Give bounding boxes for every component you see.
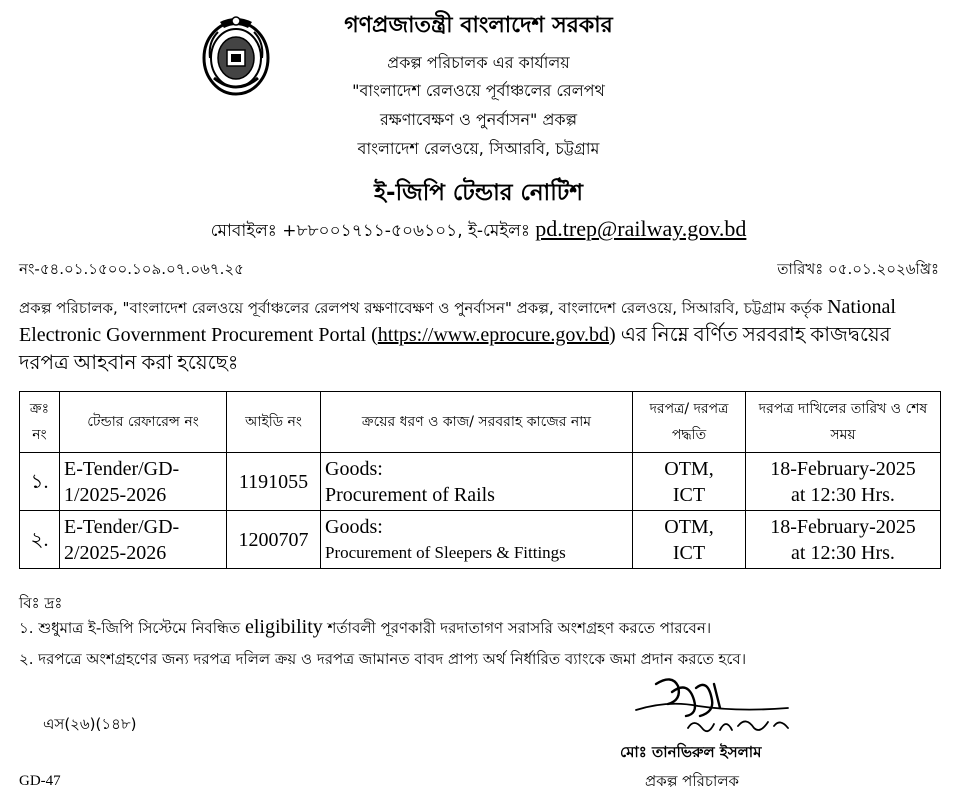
table-row — [20, 511, 941, 569]
col-header-deadline: দরপত্র দাখিলের তারিখ ও শেষ সময় — [746, 392, 941, 453]
signatory-name: মোঃ তানভিরুল ইসলাম — [620, 743, 762, 761]
note1-text-a: ১. শুধুমাত্র ই-জিপি সিস্টেমে নিবন্ধিত — [19, 619, 245, 637]
office-name: প্রকল্প পরিচালক এর কার্যালয় — [387, 53, 570, 72]
cell-id: 1200707 — [227, 511, 321, 569]
tender-table — [19, 391, 941, 569]
col-header-work: ক্রয়ের ধরণ ও কাজ/ সরবরাহ কাজের নাম — [321, 392, 633, 453]
reference-line2: 1/2025-2026 — [64, 483, 167, 506]
government-name: গণপ্রজাতন্ত্রী বাংলাদেশ সরকার — [344, 13, 613, 38]
notes-heading: বিঃ দ্রঃ — [19, 594, 63, 612]
intro-text-2: ) এর নিম্নে বর্ণিত সরবরাহ কাজদ্বয়ের দরপত্র আহবান করা হয়েছেঃ — [19, 324, 891, 374]
cell-deadline — [746, 511, 941, 569]
contact-email: pd.trep@railway.gov.bd — [535, 216, 747, 241]
work-type: Goods: — [325, 515, 383, 538]
reference-line1: E-Tender/GD- — [64, 457, 180, 480]
deadline-date: 18-February-2025 — [770, 457, 916, 480]
contact-line — [0, 216, 957, 246]
work-type: Goods: — [325, 457, 383, 480]
memo-number: নং-৫৪.০১.১৫০০.১০৯.০৭.০৬৭.২৫ — [19, 260, 244, 278]
method-line2: ICT — [672, 483, 706, 506]
project-name-line2: রক্ষণাবেক্ষণ ও পুনর্বাসন" প্রকল্প — [379, 110, 578, 129]
cell-method — [633, 511, 746, 569]
table-row — [20, 453, 941, 511]
cell-method — [633, 453, 746, 511]
method-line1: OTM, — [664, 457, 714, 480]
portal-name: National Electronic Government Procurement Portal ( — [19, 296, 896, 346]
notice-date: তারিখঃ ০৫.০১.২০২৬খ্রিঃ — [777, 260, 939, 278]
contact-phone: মোবাইলঃ +৮৮০০১৭১১-৫০৬১০১, ই-মেইলঃ — [210, 221, 536, 241]
table-header-row — [20, 392, 941, 453]
intro-text-1: প্রকল্প পরিচালক, "বাংলাদেশ রেলওয়ে পূর্বাঞ্চলের রেলপথ রক্ষণাবেক্ষণ ও পুনর্বাসন" প্রকল্প, বাংলাদেশ রেলওয়ে, সিআরবি, চট্টগ্রাম কর্তৃক — [19, 299, 828, 317]
method-line2: ICT — [672, 541, 706, 564]
method-line1: OTM, — [664, 515, 714, 538]
note-item-2: ২. দরপত্রে অংশগ্রহণের জন্য দরপত্র দলিল ক্রয় ও দরপত্র জামানত বাবদ প্রাপ্য অর্থ নির্ধারিত ব্যাংকে জমা প্রদান করতে হবে। — [19, 650, 747, 668]
signatory-title: প্রকল্প পরিচালক — [645, 772, 740, 790]
note-item-1 — [19, 616, 711, 642]
project-name-line1: "বাংলাদেশ রেলওয়ে পূর্বাঞ্চলের রেলপথ — [352, 81, 605, 100]
cell-serial: ২. — [20, 511, 60, 569]
note1-eligibility: eligibility — [244, 616, 323, 638]
cell-work — [321, 453, 633, 511]
deadline-time: at 12:30 Hrs. — [791, 541, 895, 564]
cell-id: 1191055 — [227, 453, 321, 511]
notice-title: ই-জিপি টেন্ডার নোটিশ — [374, 180, 583, 206]
note1-text-b: শর্তাবলী পূরণকারী দরদাতাগণ সরাসরি অংশগ্রহণ করতে পারবেন। — [322, 619, 712, 637]
gd-code: GD-47 — [19, 773, 61, 789]
deadline-date: 18-February-2025 — [770, 515, 916, 538]
intro-paragraph — [19, 294, 941, 378]
handwritten-signature — [628, 670, 828, 742]
cell-serial: ১. — [20, 453, 60, 511]
portal-url: https://www.eprocure.gov.bd — [377, 324, 610, 346]
col-header-serial: ক্রঃ নং — [20, 392, 60, 453]
advert-reference-code: এস(২৬)(১৪৮) — [43, 715, 137, 733]
reference-line1: E-Tender/GD- — [64, 515, 180, 538]
cell-deadline — [746, 453, 941, 511]
deadline-time: at 12:30 Hrs. — [791, 483, 895, 506]
col-header-method: দরপত্র/ দরপত্র পদ্ধতি — [633, 392, 746, 453]
col-header-id: আইডি নং — [227, 392, 321, 453]
work-name: Procurement of Sleepers & Fittings — [325, 542, 566, 562]
cell-reference — [60, 511, 227, 569]
office-address: বাংলাদেশ রেলওয়ে, সিআরবি, চট্টগ্রাম — [357, 139, 600, 158]
cell-work — [321, 511, 633, 569]
reference-line2: 2/2025-2026 — [64, 541, 167, 564]
col-header-reference: টেন্ডার রেফারেন্স নং — [60, 392, 227, 453]
work-name: Procurement of Rails — [325, 483, 495, 506]
cell-reference — [60, 453, 227, 511]
